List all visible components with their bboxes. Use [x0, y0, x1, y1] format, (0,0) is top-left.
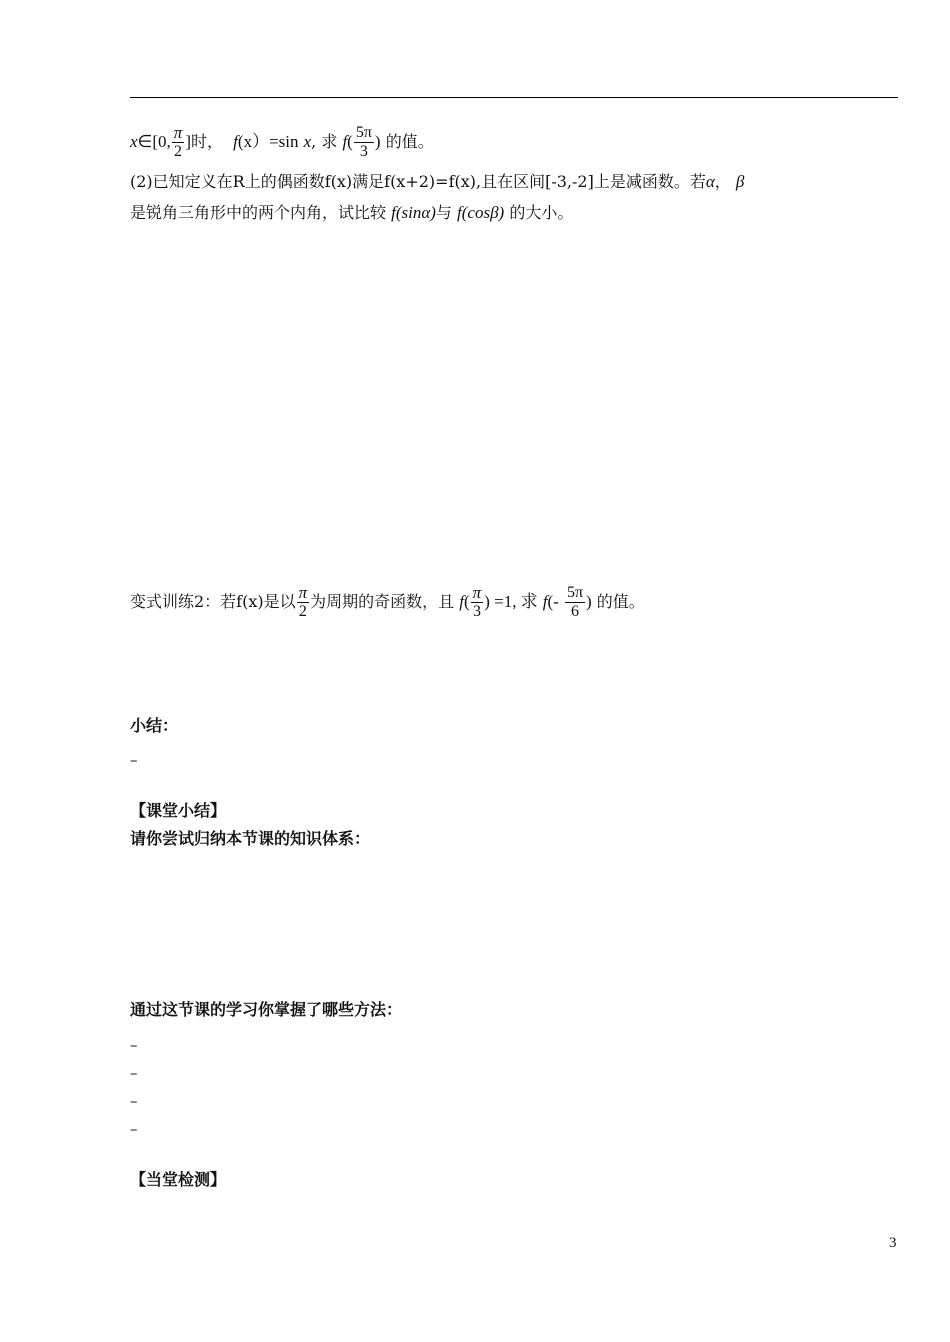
fraction-pi-over-3: [471, 584, 484, 621]
methods-prompt: 通过这节课的学习你掌握了哪些方法：: [130, 1000, 403, 1019]
var-x: x: [130, 132, 138, 151]
denominator: 2: [298, 603, 307, 620]
sin-expr: =sin: [269, 132, 299, 151]
yu-text: 与: [435, 203, 452, 222]
numerator: 5π: [566, 584, 584, 601]
numerator: π: [472, 583, 482, 602]
methods-dash: –: [130, 1092, 138, 1110]
fraction-5pi-over-6: [565, 584, 585, 621]
denominator: 2: [174, 143, 183, 160]
methods-dash: –: [130, 1120, 138, 1138]
interval-end: ]: [185, 132, 191, 151]
open-paren: (: [464, 592, 470, 611]
summary-label: 小结：: [130, 716, 179, 735]
qiu-text: , 求: [311, 132, 338, 151]
close-paren: ): [374, 132, 381, 151]
alpha-symbol: α: [705, 172, 715, 191]
denominator: 6: [570, 603, 579, 620]
fraction-pi-over-2: [172, 124, 185, 161]
numerator: π: [173, 123, 183, 142]
fraction-pi-over-2: [297, 584, 310, 621]
check-heading: 【当堂检测】: [130, 1170, 227, 1189]
func-arg: (x）: [237, 132, 270, 151]
f-sin-alpha: f(sinα): [391, 203, 436, 222]
shi-text: 时，: [190, 132, 223, 151]
methods-dash: –: [130, 1064, 138, 1082]
func-f: f: [233, 132, 238, 151]
variant-exercise-2: [130, 584, 645, 621]
func-f: f: [459, 592, 464, 611]
numerator: π: [298, 583, 308, 602]
variant-tail: 的值。: [596, 592, 645, 611]
tail-text: 的值。: [385, 132, 434, 151]
close-paren: ): [586, 592, 592, 611]
open-paren: (: [347, 132, 353, 151]
fraction-5pi-over-3: [354, 124, 374, 161]
interval-start: ∈[0,: [137, 132, 171, 151]
problem-2-line: [130, 171, 744, 193]
tail-text: 的大小。: [509, 203, 574, 222]
problem-2-text: (2)已知定义在R上的偶函数f(x)满足f(x+2)=f(x),且在区间[-3,-2]上是减函数。若: [130, 172, 706, 191]
open-minus: (-: [547, 592, 559, 611]
func-f-2: f: [342, 132, 348, 151]
class-summary-heading: 【课堂小结】: [130, 801, 227, 820]
lead-text: 是锐角三角形中的两个内角，试比较: [130, 203, 387, 222]
comma: ，: [714, 172, 731, 191]
variant-mid: 为周期的奇函数，且: [310, 592, 455, 611]
methods-dash: –: [130, 1036, 138, 1054]
func-f-2: f: [542, 592, 548, 611]
denominator: 3: [472, 603, 481, 620]
var-x-2: x: [303, 132, 312, 151]
header-rule: [130, 97, 898, 98]
class-summary-prompt: 请你尝试归纳本节课的知识体系：: [130, 829, 371, 848]
equals-one: ) =1, 求: [484, 592, 538, 611]
problem-2-continued: [130, 202, 573, 224]
variant-lead: 变式训练2：若f(x)是以: [130, 592, 296, 611]
f-cos-beta: f(cosβ): [457, 203, 505, 222]
numerator: 5π: [355, 124, 372, 141]
summary-dash: –: [130, 751, 138, 769]
denominator: 3: [359, 143, 368, 160]
beta-symbol: β: [735, 172, 745, 191]
page-number: 3: [889, 1235, 897, 1251]
condition-line: [130, 124, 434, 161]
